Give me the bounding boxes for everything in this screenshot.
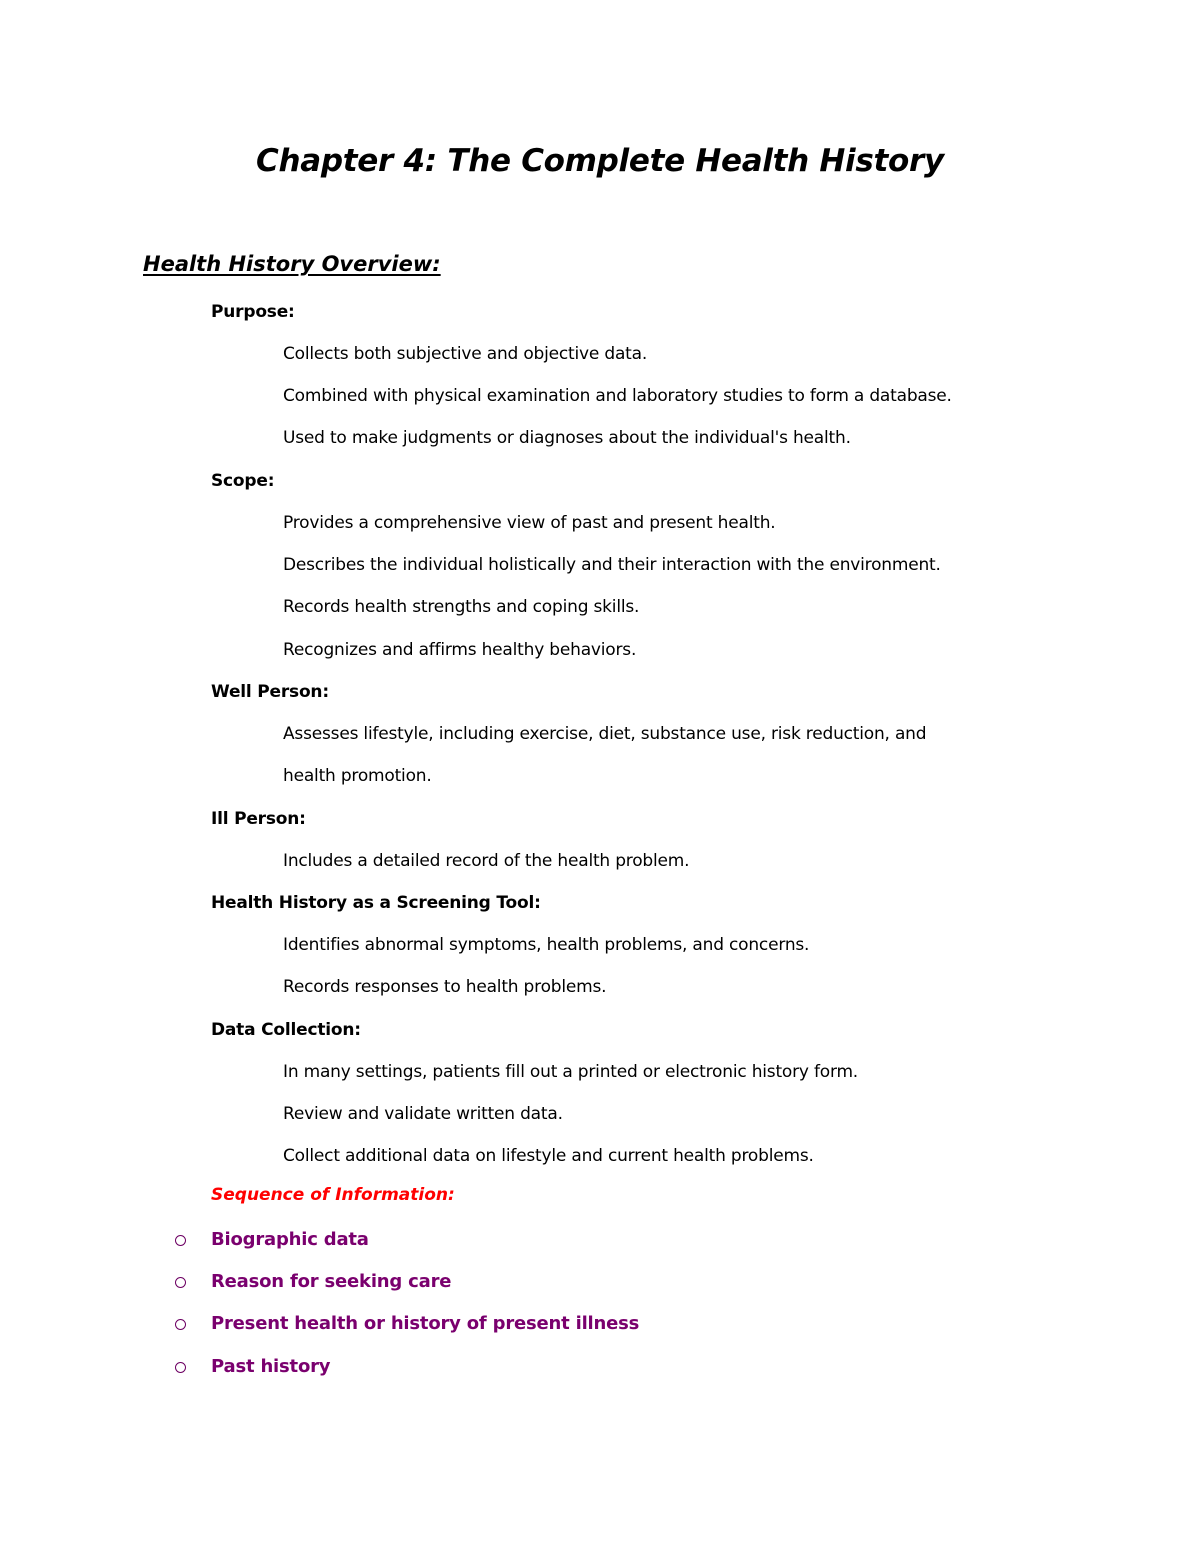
page-title: Chapter 4: The Complete Health History: [256, 143, 944, 179]
list-item: Describes the individual holistically and their interaction with the environment.: [283, 555, 941, 575]
list-item: Collects both subjective and objective data.: [283, 344, 648, 364]
bullet-item-text: Past history: [211, 1356, 331, 1377]
list-item: health promotion.: [283, 766, 432, 786]
section-label-well-person: Well Person:: [211, 682, 329, 702]
circle-bullet-icon: [175, 1277, 186, 1288]
bullet-list-item: [0, 1271, 1000, 1299]
bullet-item-text: Reason for seeking care: [211, 1271, 452, 1292]
circle-bullet-icon: [175, 1362, 186, 1373]
list-item: Collect additional data on lifestyle and current health problems.: [283, 1146, 814, 1166]
list-item: Records responses to health problems.: [283, 977, 607, 997]
bullet-list-item: [0, 1229, 1000, 1257]
overview-heading: Health History Overview:: [143, 252, 441, 276]
bullet-list-item: [0, 1356, 1000, 1384]
list-item: Combined with physical examination and laboratory studies to form a database.: [283, 386, 952, 406]
list-item: Recognizes and affirms healthy behaviors.: [283, 640, 637, 660]
list-item: Used to make judgments or diagnoses about the individual's health.: [283, 428, 851, 448]
section-label-screening-tool: Health History as a Screening Tool:: [211, 893, 541, 913]
section-label-scope: Scope:: [211, 471, 275, 491]
sequence-heading: Sequence of Information:: [211, 1185, 455, 1205]
list-item: Provides a comprehensive view of past and present health.: [283, 513, 776, 533]
bullet-item-text: Biographic data: [211, 1229, 369, 1250]
list-item: Review and validate written data.: [283, 1104, 563, 1124]
bullet-list-item: [0, 1313, 1000, 1341]
circle-bullet-icon: [175, 1235, 186, 1246]
list-item: Includes a detailed record of the health problem.: [283, 851, 690, 871]
section-label-ill-person: Ill Person:: [211, 809, 306, 829]
circle-bullet-icon: [175, 1319, 186, 1330]
section-label-data-collection: Data Collection:: [211, 1020, 361, 1040]
list-item: Records health strengths and coping skills.: [283, 597, 640, 617]
bullet-item-text: Present health or history of present illness: [211, 1313, 640, 1334]
list-item: Identifies abnormal symptoms, health problems, and concerns.: [283, 935, 810, 955]
section-label-purpose: Purpose:: [211, 302, 295, 322]
list-item: Assesses lifestyle, including exercise, diet, substance use, risk reduction, and: [283, 724, 927, 744]
list-item: In many settings, patients fill out a printed or electronic history form.: [283, 1062, 859, 1082]
